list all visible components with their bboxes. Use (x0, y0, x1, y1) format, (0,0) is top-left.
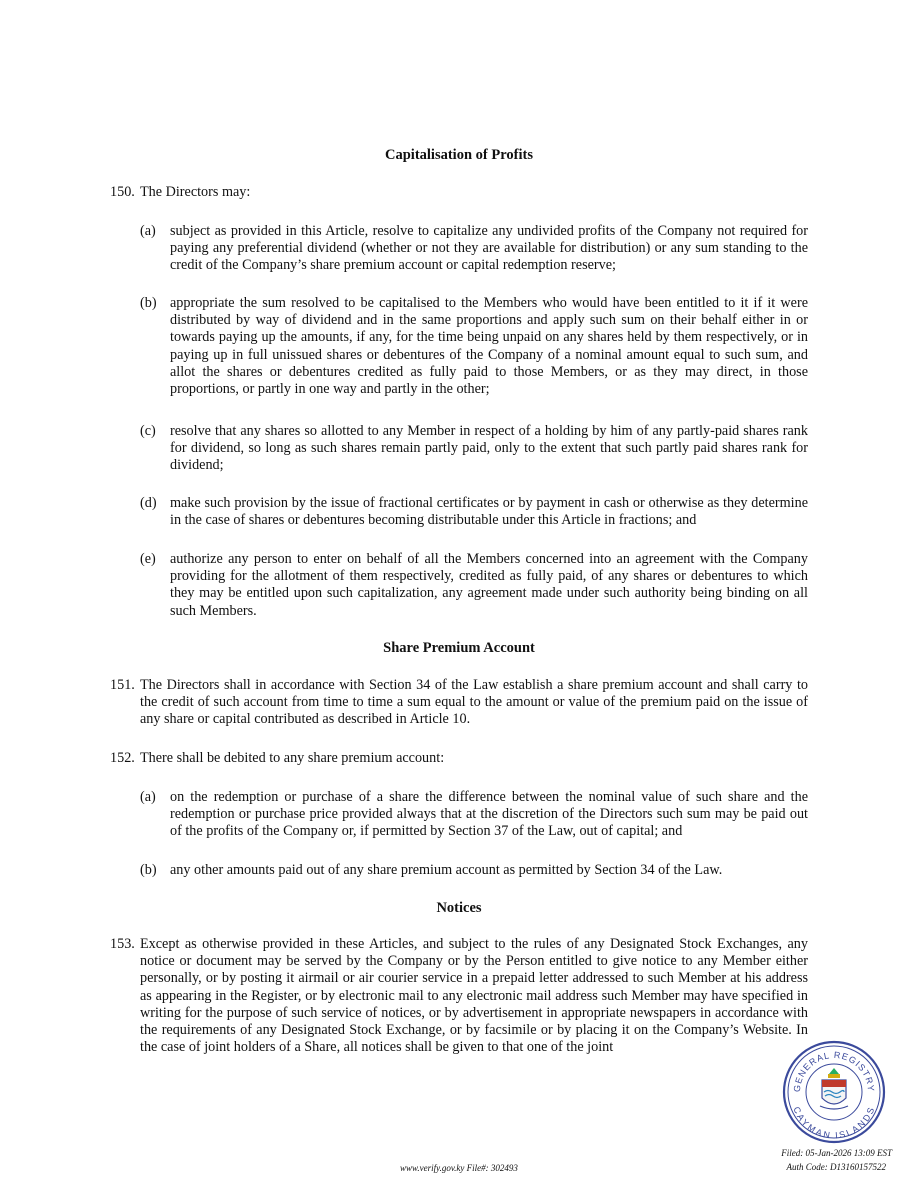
general-registry-seal (782, 1040, 886, 1144)
article-150-b-label: (b) (140, 295, 157, 311)
article-152-text: There shall be debited to any share premium account: (140, 750, 445, 766)
article-150-number: 150. (110, 184, 135, 200)
article-153-text: Except as otherwise provided in these Articles, and subject to the rules of any Designated Stock Exchanges, any notice or document may be served by the Company or by the Person entitled to give notice to any Member either personally, or by posting it airmail or air courier service in a prepaid letter addressed to such Member at his address as appearing in the Register, or by electronic mail to any electronic mail address such Member may have specified in writing for the purpose of such service of notices, or by advertisement in appropriate newspapers in accordance with the requirements of any Designated Stock Exchange, or by facsimile or by placing it on the Company’s Website. In the case of joint holders of a Share, all notices shall be given to that one of the joint (140, 936, 808, 1056)
article-152-b-text: any other amounts paid out of any share premium account as permitted by Section 34 of the Law. (170, 862, 723, 878)
article-152-number: 152. (110, 750, 135, 766)
article-150-a-label: (a) (140, 223, 156, 239)
article-152-a-text: on the redemption or purchase of a share the difference between the nominal value of such share and the redemption or purchase price provided always that at the discretion of the Directors such sum may be paid out of the profits of the Company or, if permitted by Section 37 of the Law, out of capital; and (170, 789, 808, 840)
article-151-text: The Directors shall in accordance with Section 34 of the Law establish a share premium account and shall carry to the credit of such account from time to time a sum equal to the amount or value of the premium paid on the issue of any share or capital contributed as described in Article 10. (140, 677, 808, 728)
article-153-number: 153. (110, 936, 135, 952)
footer-auth-code: Auth Code: D13160157522 (786, 1162, 886, 1172)
article-150-e-label: (e) (140, 551, 156, 567)
article-150-e-text: authorize any person to enter on behalf of all the Members concerned into an agreement with the Company providing for the allotment of them respectively, credited as fully paid, of any shares or debentures to which they may be entitled upon such capitalization, any agreement made under such authority being binding on all such Members. (170, 551, 808, 619)
article-151-number: 151. (110, 677, 135, 693)
heading-capitalisation: Capitalisation of Profits (385, 147, 533, 163)
article-150-b-text: appropriate the sum resolved to be capitalised to the Members who would have been entitled to it if it were distributed by way of dividend and in the same proportions and apply such sum on their behalf either in or towards paying up the amounts, if any, for the time being unpaid on any shares held by them respectively, or in paying up in full unissued shares or debentures of the Company of a nominal amount equal to such sum, and allot the shares or debentures credited as fully paid to those Members, or as they may direct, in those proportions, or partly in one way and partly in the other; (170, 295, 808, 398)
article-150-c-text: resolve that any shares so allotted to any Member in respect of a holding by him of any partly-paid shares rank for dividend, so long as such shares remain partly paid, only to the extent that such partly paid shares rank for dividend; (170, 423, 808, 474)
article-152-b-label: (b) (140, 862, 157, 878)
footer-verify: www.verify.gov.ky File#: 302493 (400, 1163, 518, 1173)
article-150-text: The Directors may: (140, 184, 251, 200)
article-150-d-label: (d) (140, 495, 157, 511)
heading-share-premium: Share Premium Account (383, 640, 535, 656)
article-150-a-text: subject as provided in this Article, resolve to capitalize any undivided profits of the Company not required for paying any preferential dividend (whether or not they are available for distribution) or any sum standing to the credit of the Company’s share premium account or capital redemption reserve; (170, 223, 808, 274)
coat-of-arms-icon (820, 1068, 848, 1109)
seal-top-text: GENERAL REGISTRY (791, 1049, 877, 1093)
heading-notices: Notices (436, 900, 482, 916)
article-150-c-label: (c) (140, 423, 156, 439)
article-152-a-label: (a) (140, 789, 156, 805)
seal-bottom-text: CAYMAN ISLANDS (791, 1105, 877, 1141)
footer-filed: Filed: 05-Jan-2026 13:09 EST (781, 1148, 892, 1158)
article-150-d-text: make such provision by the issue of fractional certificates or by payment in cash or otherwise as they determine in the case of shares or debentures becoming distributable under this Article in fractions; and (170, 495, 808, 529)
